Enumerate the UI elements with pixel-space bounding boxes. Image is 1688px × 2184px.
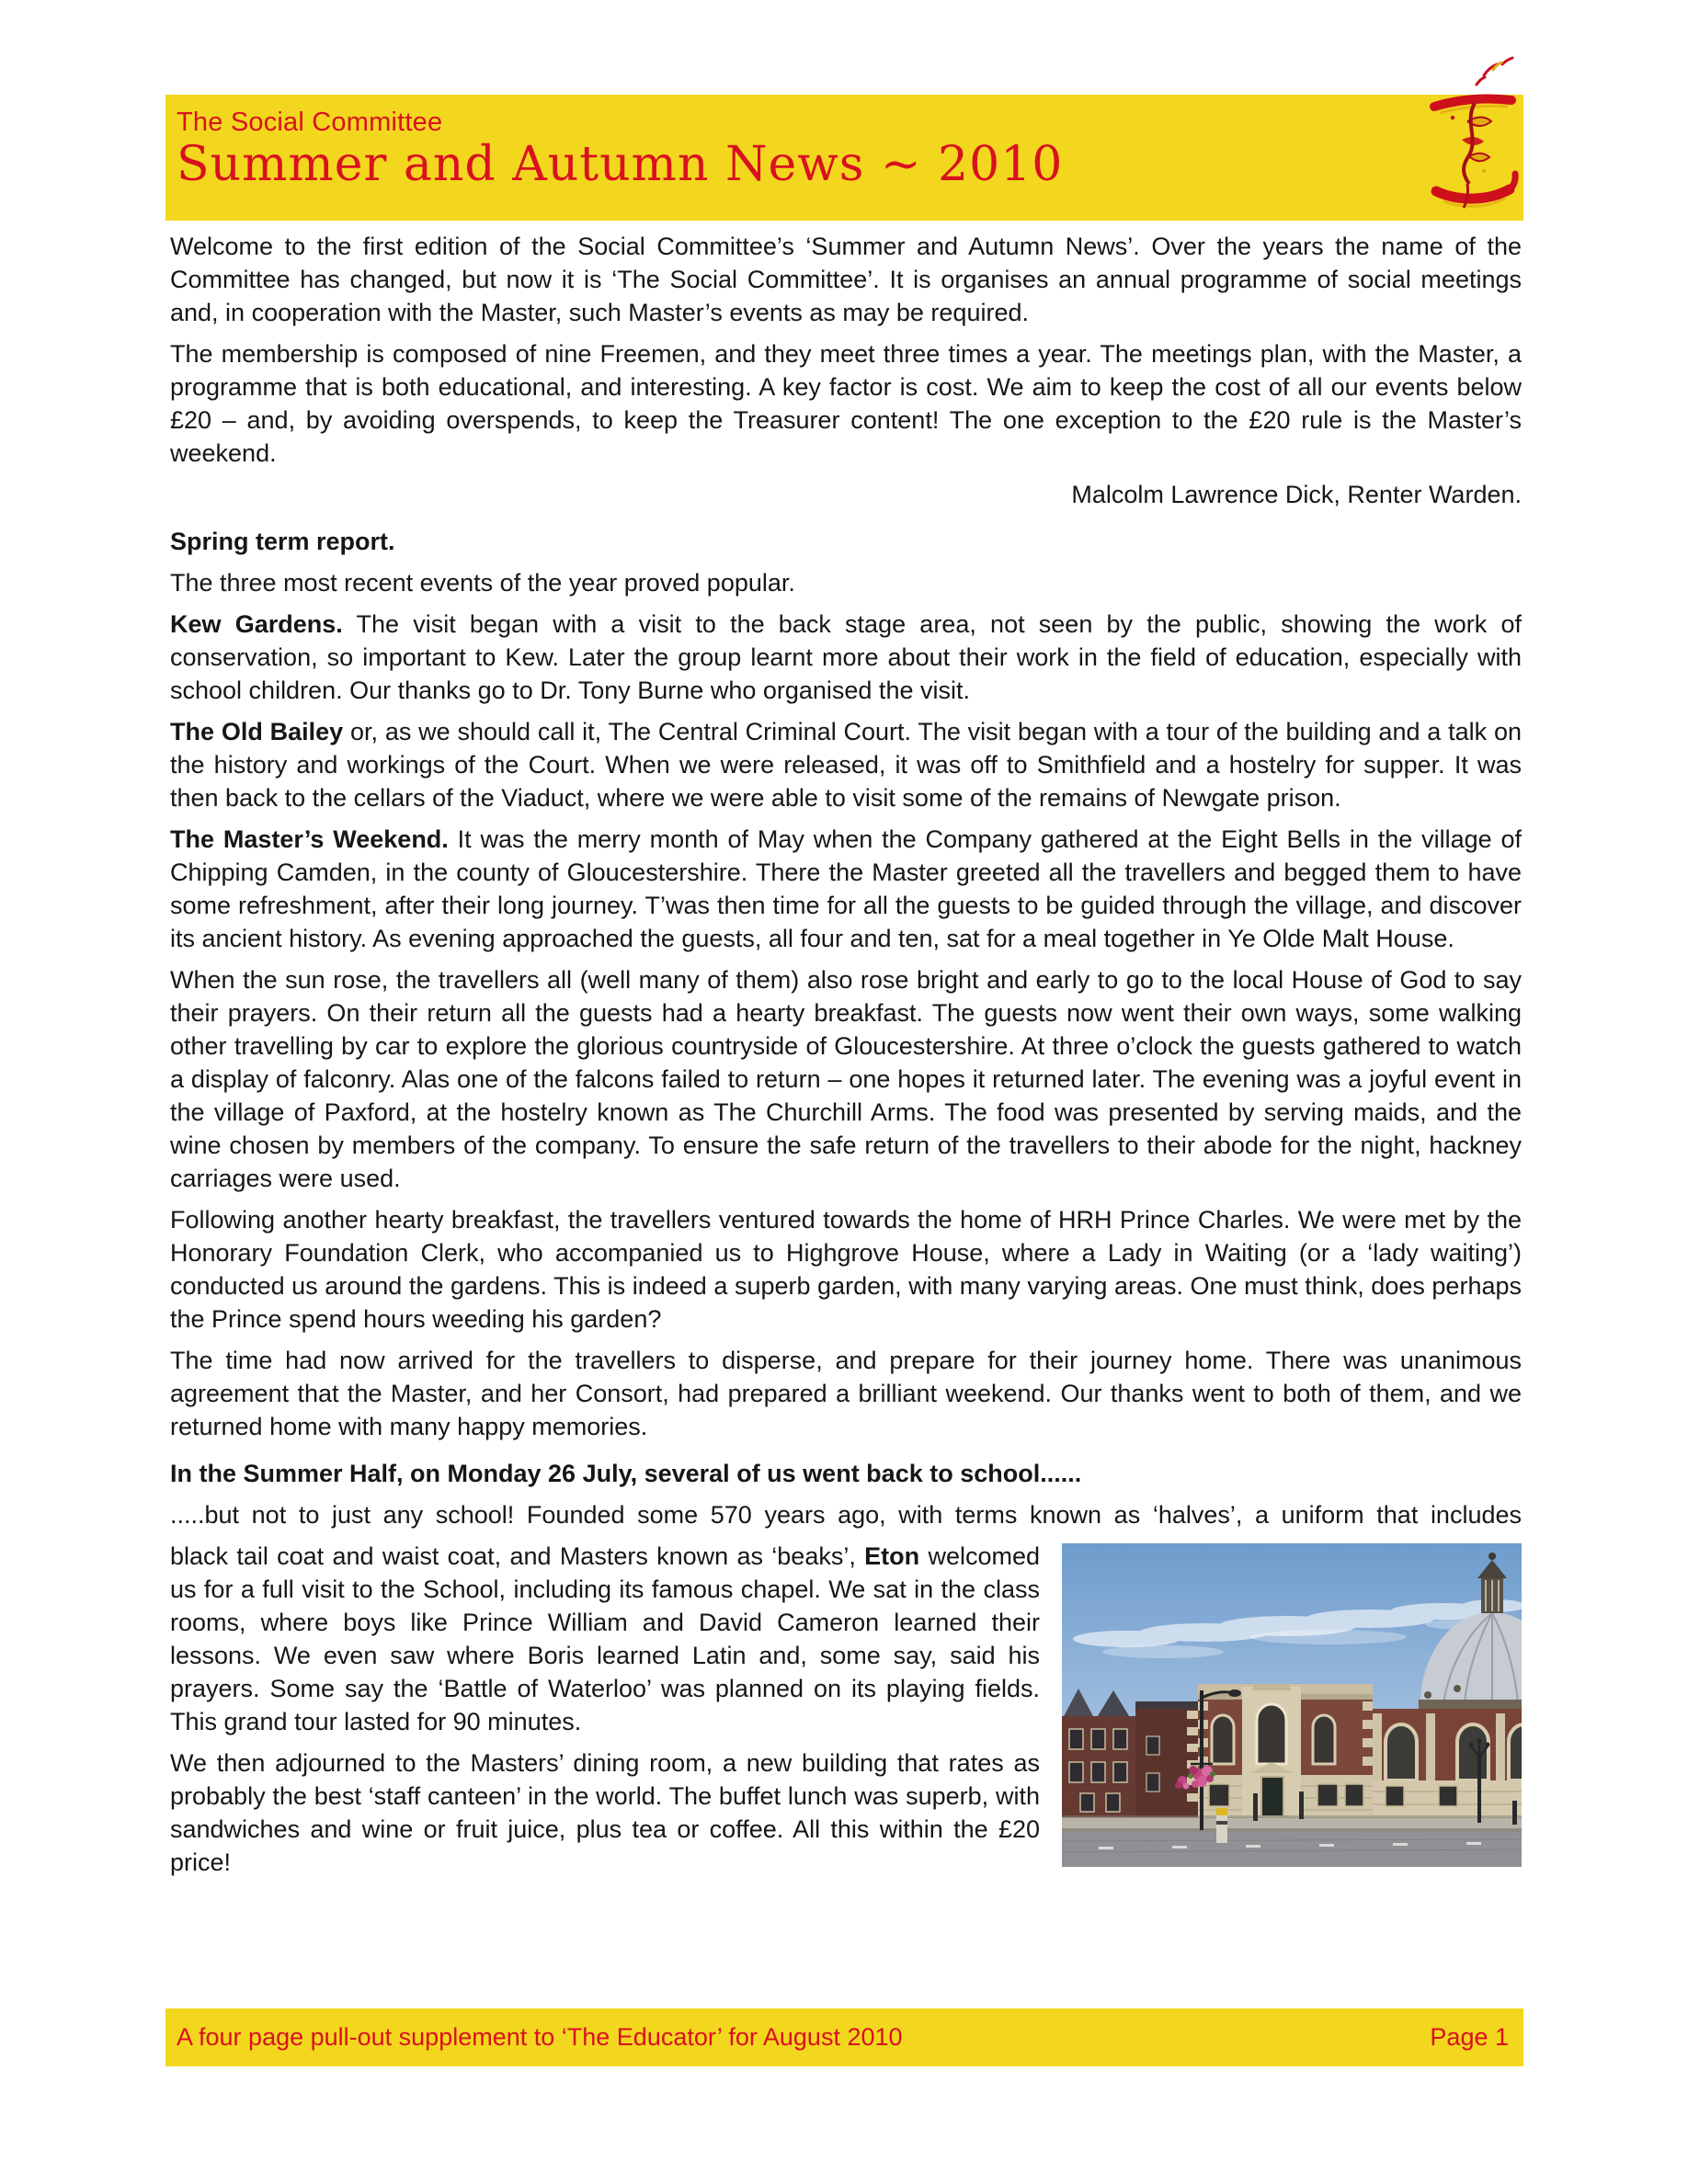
footer-supplement-note: A four page pull-out supplement to ‘The Educator’ for August 2010: [177, 2023, 903, 2051]
old-bailey-text: or, as we should call it, The Central Criminal Court. The visit began with a tour of the building and a talk on the history and workings of the Court. When we were released, it was off to Smithfield and a hostelry for supper. It was then back to the cellars of the Viaduct, where we were able to visit some of the remains of Newgate prison.: [170, 718, 1522, 812]
paragraph-staff-canteen: We then adjourned to the Masters’ dining room, a new building that rates as probably the best ‘staff canteen’ in the world. The buffet lunch was superb, with sandwiches and wine or fruit juice, plus tea or coffee. All this within the £20 price!: [170, 1749, 1040, 1876]
paragraph-kew-gardens: [170, 608, 1522, 707]
newsletter-title: Summer and Autumn News ~ 2010: [177, 137, 1064, 192]
paragraph-departure: The time had now arrived for the travellers to disperse, and prepare for their journey home. There was unanimous agreement that the Master, and her Consort, had prepared a brilliant weekend. Our thanks went to both of them, and we returned home with many happy memories.: [170, 1347, 1522, 1440]
paragraph-school-intro-line: .....but not to just any school! Founded some 570 years ago, with terms known as ‘halves’, a uniform that includes: [170, 1501, 1522, 1529]
footer-band: [165, 2008, 1523, 2066]
paragraph-membership: The membership is composed of nine Freemen, and they meet three times a year. The meetings plan, with the Master, a programme that is both educational, and interesting. A key factor is cost. We aim to keep the cost of all our events below £20 – and, by avoiding overspends, to keep the Treasurer content! The one exception to the £20 rule is the Master’s weekend.: [170, 340, 1522, 467]
masters-weekend-lead: The Master’s Weekend.: [170, 825, 449, 853]
old-bailey-lead: The Old Bailey: [170, 718, 344, 745]
eton-text-post: welcomed us for a full visit to the School, including its famous chapel. We sat in the class rooms, where boys like Prince William and David Cameron learned their lessons. We even saw where Boris learned Latin and, some say, said his prayers. Some say the ‘Battle of Waterloo’ was planned on its playing fields. This grand tour lasted for 90 minutes.: [170, 1542, 1040, 1735]
paragraph-spring-intro: The three most recent events of the year proved popular.: [170, 569, 795, 597]
paragraph-masters-weekend: [170, 823, 1522, 955]
header-band: [165, 95, 1523, 221]
eton-college-photo: [1062, 1543, 1522, 1867]
kew-gardens-text: The visit began with a visit to the back stage area, not seen by the public, showing the work of conservation, so important to Kew. Later the group learnt more about their work in the field of education, especially with school children. Our thanks go to Dr. Tony Burne who organised the visit.: [170, 610, 1522, 704]
byline: Malcolm Lawrence Dick, Renter Warden.: [1071, 481, 1522, 508]
eton-text-pre: black tail coat and waist coat, and Masters known as ‘beaks’,: [170, 1542, 865, 1570]
paragraph-sunday-morning: When the sun rose, the travellers all (well many of them) also rose bright and early to go to the local House of God to say their prayers. On their return all the guests had a hearty breakfast. The guests now went their own ways, some walking other travelling by car to explore the glorious countryside of Gloucestershire. At three o’clock the guests gathered to watch a display of falconry. Alas one of the falcons failed to return – one hopes it returned later. The evening was a joyful event in the village of Paxford, at the hostelry known as The Churchill Arms. The food was presented by serving maids, and the wine chosen by members of the company. To ensure the safe return of the travellers to their abode for the night, hackney carriages were used.: [170, 966, 1522, 1192]
newsletter-kicker: The Social Committee: [177, 108, 443, 137]
heading-summer-half: In the Summer Half, on Monday 26 July, several of us went back to school......: [170, 1460, 1082, 1487]
footer-page-number: Page 1: [1430, 2023, 1509, 2051]
eton-lead: Eton: [864, 1542, 920, 1570]
kew-gardens-lead: Kew Gardens.: [170, 610, 343, 638]
paragraph-old-bailey: [170, 715, 1522, 814]
masters-weekend-text: It was the merry month of May when the Company gathered at the Eight Bells in the village of Chipping Camden, in the county of Gloucestershire. There the Master greeted all the travellers and begged them to have some refreshment, after their long journey. T’was then time for all the guests to be guided through the village, and discover its ancient history. As evening approached the guests, all four and ten, sat for a meal together in Ye Olde Malt House.: [170, 825, 1522, 952]
eton-section: [170, 1540, 1522, 1887]
paragraph-highgrove: Following another hearty breakfast, the travellers ventured towards the home of HRH Prince Charles. We were met by the Honorary Foundation Clerk, who accompanied us to Highgrove House, where a Lady in Waiting (or a ‘lady waiting’) conducted us around the gardens. This is indeed a superb garden, with many varying areas. One must think, does perhaps the Prince spend hours weeding his garden?: [170, 1206, 1522, 1333]
paragraph-welcome: Welcome to the first edition of the Social Committee’s ‘Summer and Autumn News’. Over the years the name of the Committee has changed, but now it is ‘The Social Committee’. It is organises an annual programme of social meetings and, in cooperation with the Master, such Master’s events as may be required.: [170, 233, 1522, 326]
educator-logo-icon: [1419, 53, 1531, 219]
heading-spring-term: Spring term report.: [170, 528, 395, 555]
newsletter-body: [170, 230, 1522, 1887]
